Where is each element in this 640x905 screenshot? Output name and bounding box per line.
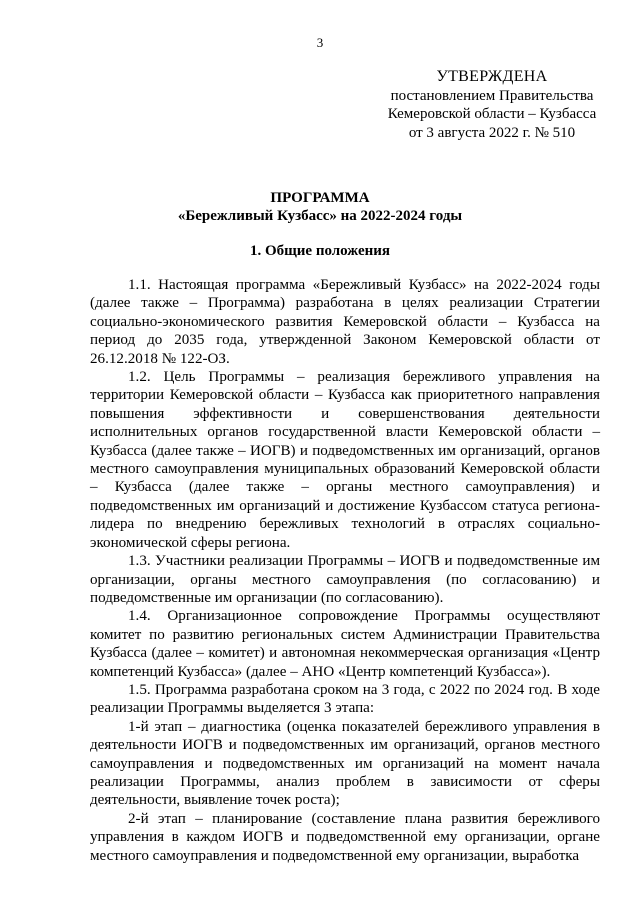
approval-line-3: от 3 августа 2022 г. № 510 [408, 124, 576, 141]
paragraph-1-1: 1.1. Настоящая программа «Бережливый Кузбасс» на 2022-2024 годы (далее также – Программа) разработана в целях реализации Стратегии социально-экономического развития Кемеровской области – Кузбасса на период до 2035 года, утвержденной Законом Кемеровской области от 26.12.2018 № 122-ОЗ. [90, 277, 600, 367]
paragraph-1-3: 1.3. Участники реализации Программы – ИОГВ и подведомственные им организации, органы местного самоуправления (по согласованию) и подведомственные им организации (по согласованию). [90, 553, 600, 606]
program-subheading: «Бережливый Кузбасс» на 2022-2024 годы [177, 208, 463, 224]
program-title [0, 189, 640, 225]
paragraph-1-5: 1.5. Программа разработана сроком на 3 года, с 2022 по 2024 год. В ходе реализации Программы выделяется 3 этапа: [90, 681, 600, 717]
approval-block [372, 68, 612, 142]
page-number: 3 [316, 35, 324, 50]
approval-title: УТВЕРЖДЕНА [436, 68, 548, 85]
program-heading: ПРОГРАММА [270, 190, 370, 206]
document-body [90, 276, 600, 865]
section-title: 1. Общие положения [249, 243, 391, 259]
paragraph-stage-2: 2-й этап – планирование (составление плана развития бережливого управления в каждом ИОГВ и подведомственной ему организации, органе местного самоуправления и подведомственной ему организации, выработка [90, 810, 600, 864]
approval-line-1: постановлением Правительства [390, 87, 594, 104]
paragraph-1-2: 1.2. Цель Программы – реализация бережливого управления на территории Кемеровской области – Кузбасса как приоритетного направления повышения эффективности и совершенствования деятельности исполнительных органов государственной власти Кемеровской области – Кузбасса (далее также – ИОГВ) и подведомственных им организаций, органов местного самоуправления муниципальных образований Кемеровской области – Кузбасса (далее также – органы местного самоуправления) и подведомственных им организаций и достижение Кузбассом статуса региона-лидера по внедрению бережливых технологий в отраслях социально-экономической сферы региона. [90, 369, 600, 551]
approval-line-2: Кемеровской области – Кузбасса [387, 106, 597, 122]
paragraph-stage-1: 1-й этап – диагностика (оценка показателей бережливого управления в деятельности ИОГВ и подведомственных им организаций, органов местного самоуправления и подведомственных им организаций на момент начала реализации Программы, анализ проблем в зависимости от сферы деятельности, выявление точек роста); [90, 718, 600, 809]
paragraph-1-4: 1.4. Организационное сопровождение Программы осуществляют комитет по развитию региональных систем Администрации Правительства Кузбасса (далее – комитет) и автономная некоммерческая организация «Центр компетенций Кузбасса» (далее – АНО «Центр компетенций Кузбасса»). [90, 608, 600, 680]
